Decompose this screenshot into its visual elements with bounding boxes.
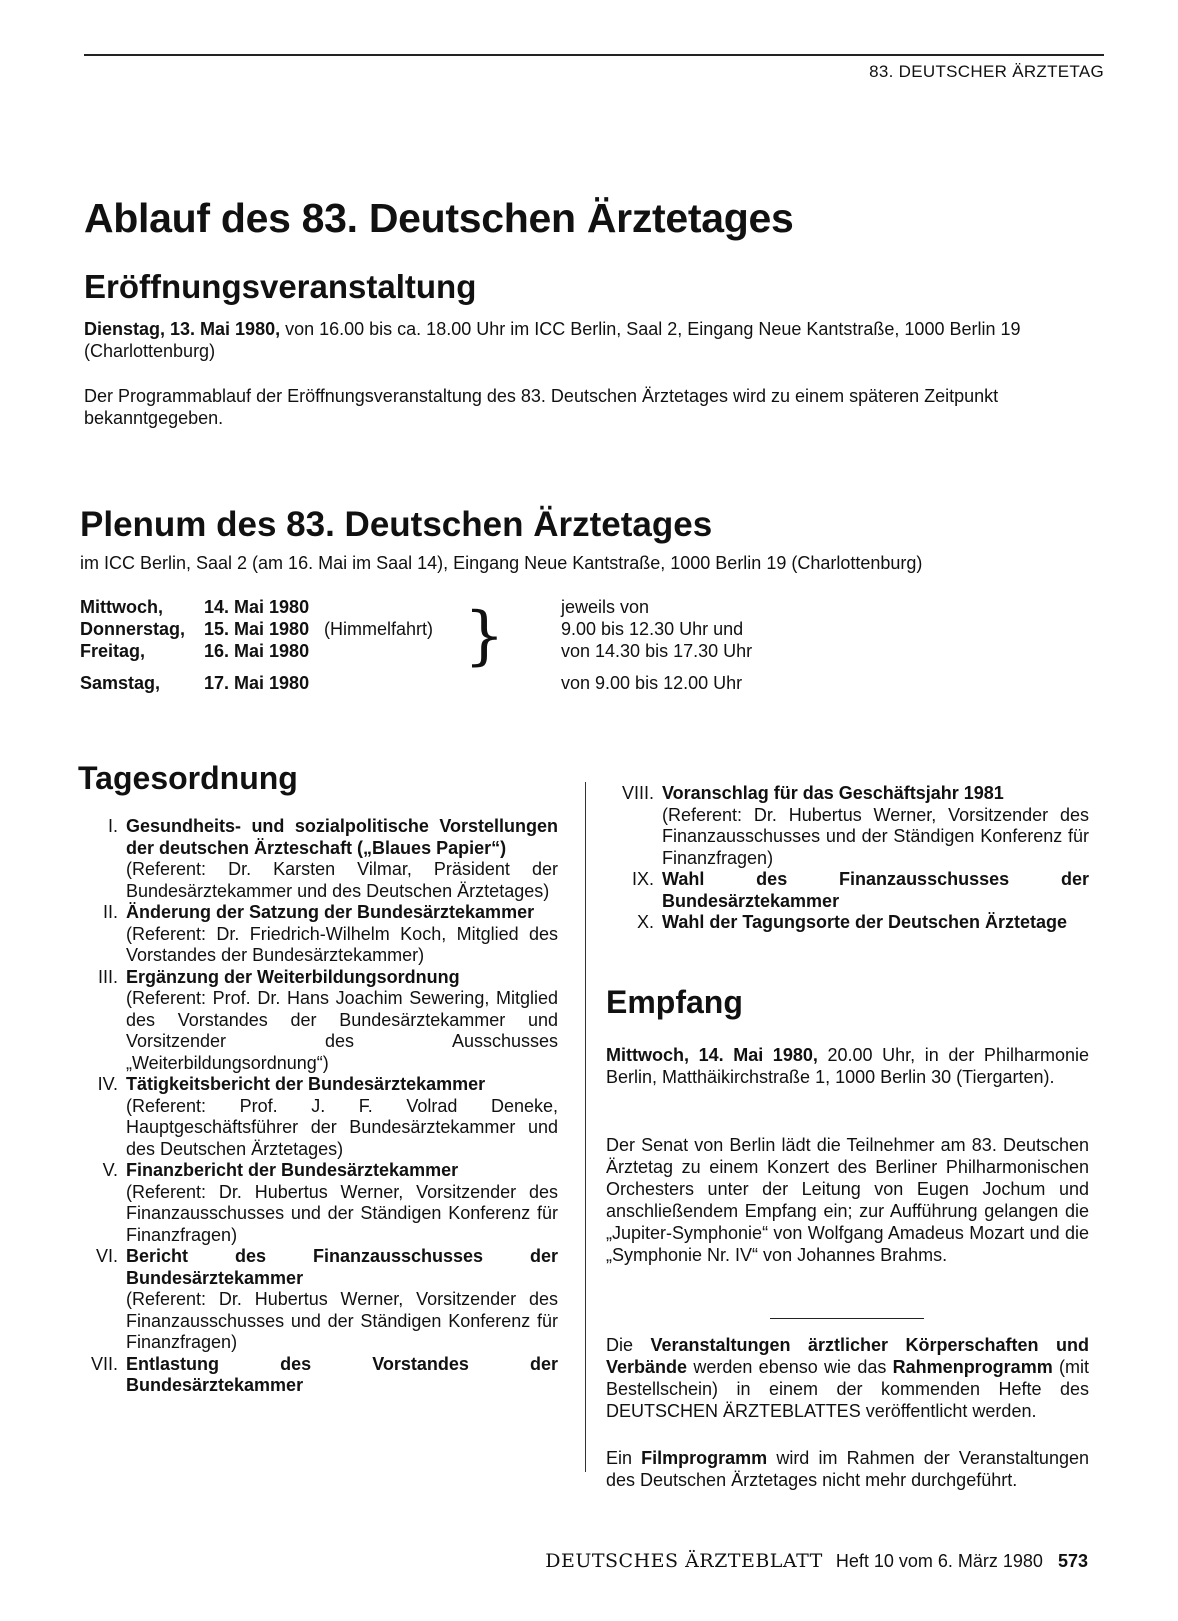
agenda-item-number: II. xyxy=(102,902,118,922)
agenda-item xyxy=(606,912,1089,934)
note-emphasis: Veranstaltungen ärztlicher Körperschaften und Verbände xyxy=(606,1335,1089,1377)
note-text: (mit Bestellschein) in einem der kommenden Hefte des DEUTSCHEN ÄRZTEBLATTES veröffentlicht werden. xyxy=(606,1357,1089,1421)
agenda-list-right xyxy=(606,783,1089,934)
schedule-times: 9.00 bis 12.30 Uhr und xyxy=(561,619,744,639)
reception-date-paragraph xyxy=(606,1044,1089,1088)
agenda-item-topic: Gesundheits- und sozialpolitische Vorstellungen der deutschen Ärzteschaft („Blaues Papier“) xyxy=(126,816,558,858)
main-title: Ablauf des 83. Deutschen Ärztetages xyxy=(84,195,794,241)
agenda-item-detail: (Referent: Dr. Hubertus Werner, Vorsitzender des Finanzausschusses und der Ständigen Konferenz für Finanzfragen) xyxy=(662,804,1089,868)
agenda-heading: Tagesordnung xyxy=(78,760,298,796)
agenda-item-detail: (Referent: Dr. Karsten Vilmar, Präsident der Bundesärztekammer und des Deutschen Ärztetages) xyxy=(126,859,558,901)
note-emphasis: Rahmenprogramm xyxy=(892,1357,1053,1377)
agenda-item xyxy=(78,902,558,967)
footer xyxy=(545,1550,1088,1572)
agenda-item xyxy=(78,816,558,902)
agenda-item-detail: (Referent: Dr. Friedrich-Wilhelm Koch, Mitglied des Vorstandes der Bundesärztekammer) xyxy=(126,923,558,965)
events-note xyxy=(606,1334,1089,1422)
agenda-item-topic: Wahl der Tagungsorte der Deutschen Ärztetage xyxy=(662,912,1068,932)
agenda-item-topic: Wahl des Finanzausschusses der Bundesärztekammer xyxy=(662,869,1089,911)
agenda-item-number: X. xyxy=(636,912,654,932)
schedule-times: jeweils von xyxy=(561,597,650,617)
agenda-item-detail: (Referent: Dr. Hubertus Werner, Vorsitzender des Finanzausschusses und der Ständigen Konferenz für Finanzfragen) xyxy=(126,1289,558,1352)
agenda-item xyxy=(78,1160,558,1246)
agenda-list-left xyxy=(78,816,558,1397)
column-divider xyxy=(585,782,586,1472)
agenda-item-topic: Bericht des Finanzausschusses der Bundesärztekammer xyxy=(126,1246,558,1288)
schedule-day: Freitag, xyxy=(80,641,146,661)
agenda-item-topic: Finanzbericht der Bundesärztekammer xyxy=(126,1160,459,1180)
agenda-item-number: VI. xyxy=(95,1246,118,1266)
top-rule xyxy=(84,54,1104,56)
schedule-note: (Himmelfahrt) xyxy=(324,619,434,639)
agenda-item xyxy=(606,783,1089,869)
agenda-item-number: IV. xyxy=(97,1074,118,1094)
section-rule xyxy=(770,1318,924,1319)
schedule-brace: } xyxy=(464,599,505,673)
reception-date-details: 20.00 Uhr, in der Philharmonie Berlin, Matthäikirchstraße 1, 1000 Berlin 30 (Tiergarten). xyxy=(606,1045,1089,1087)
agenda-item-topic: Ergänzung der Weiterbildungsordnung xyxy=(126,966,460,987)
note-text: Die xyxy=(606,1335,651,1355)
opening-date-paragraph xyxy=(84,318,1104,362)
agenda-item-number: III. xyxy=(97,966,118,987)
schedule-date: 15. Mai 1980 xyxy=(204,619,310,639)
schedule-times: von 9.00 bis 12.00 Uhr xyxy=(561,673,743,693)
note-text: Ein xyxy=(606,1448,642,1468)
schedule-date: 16. Mai 1980 xyxy=(204,641,310,661)
agenda-item-number: IX. xyxy=(631,869,654,889)
agenda-item-detail: (Referent: Prof. J. F. Volrad Deneke, Hauptgeschäftsführer der Bundesärztekammer und des Deutschen Ärztetages) xyxy=(126,1095,558,1159)
footer-journal: DEUTSCHES ÄRZTEBLATT xyxy=(545,1550,823,1572)
agenda-item-detail: (Referent: Prof. Dr. Hans Joachim Sewering, Mitglied des Vorstandes der Bundesärztekammer und Vorsitzender des Ausschusses „Weiterbildungsordnung“) xyxy=(126,988,558,1073)
agenda-item-number: I. xyxy=(107,816,118,836)
opening-date: Dienstag, 13. Mai 1980, xyxy=(84,319,281,339)
schedule-date: 17. Mai 1980 xyxy=(204,673,310,693)
schedule-date: 14. Mai 1980 xyxy=(204,597,310,617)
film-note xyxy=(606,1447,1089,1491)
reception-date: Mittwoch, 14. Mai 1980, xyxy=(606,1045,818,1065)
running-head: 83. DEUTSCHER ÄRZTETAG xyxy=(869,62,1104,81)
schedule-day: Donnerstag, xyxy=(80,619,186,639)
note-emphasis: Filmprogramm xyxy=(641,1448,768,1468)
page-number: 573 xyxy=(1057,1551,1088,1571)
agenda-item-number: V. xyxy=(102,1160,118,1180)
note-text: wird im Rahmen der Veranstaltungen des Deutschen Ärztetages nicht mehr durchgeführt. xyxy=(606,1448,1089,1490)
reception-text: Der Senat von Berlin lädt die Teilnehmer am 83. Deutschen Ärztetag zu einem Konzert des Berliner Philharmonischen Orchesters unter der Leitung von Eugen Jochum und anschließendem Empfang ein; zur Aufführung gelangen die „Jupiter-Symphonie“ von Wolfgang Amadeus Mozart und die „Symphonie Nr. IV“ von Johannes Brahms. xyxy=(606,1135,1089,1265)
agenda-item xyxy=(78,967,558,1075)
plenum-location: im ICC Berlin, Saal 2 (am 16. Mai im Saal 14), Eingang Neue Kantstraße, 1000 Berlin 19 (Charlottenburg) xyxy=(80,553,923,573)
agenda-item xyxy=(606,869,1089,912)
agenda-item-number: VIII. xyxy=(621,783,654,803)
schedule-day: Mittwoch, xyxy=(80,597,163,617)
agenda-item-number: VII. xyxy=(90,1353,118,1374)
footer-issue: Heft 10 vom 6. März 1980 xyxy=(835,1551,1043,1571)
schedule-times: von 14.30 bis 17.30 Uhr xyxy=(561,641,753,661)
plenum-heading: Plenum des 83. Deutschen Ärztetages xyxy=(80,505,713,544)
note-text: werden ebenso wie das xyxy=(687,1357,893,1377)
schedule-day: Samstag, xyxy=(80,673,161,693)
agenda-item-detail: (Referent: Dr. Hubertus Werner, Vorsitzender des Finanzausschusses und der Ständigen Konferenz für Finanzfragen) xyxy=(126,1181,558,1245)
opening-date-details: von 16.00 bis ca. 18.00 Uhr im ICC Berlin, Saal 2, Eingang Neue Kantstraße, 1000 Berlin 19 (Charlottenburg) xyxy=(84,319,1021,361)
opening-heading: Eröffnungsveranstaltung xyxy=(84,268,477,305)
agenda-item-topic: Änderung der Satzung der Bundesärztekammer xyxy=(126,902,535,922)
agenda-item-topic: Tätigkeitsbericht der Bundesärztekammer xyxy=(126,1074,486,1094)
agenda-item-topic: Entlastung des Vorstandes der Bundesärztekammer xyxy=(126,1353,558,1395)
agenda-item-topic: Voranschlag für das Geschäftsjahr 1981 xyxy=(662,783,1004,803)
opening-note: Der Programmablauf der Eröffnungsveranstaltung des 83. Deutschen Ärztetages wird zu einem späteren Zeitpunkt bekanntgegeben. xyxy=(84,386,999,428)
agenda-item xyxy=(78,1246,558,1354)
agenda-item xyxy=(78,1354,558,1397)
agenda-item xyxy=(78,1074,558,1160)
reception-heading: Empfang xyxy=(606,984,743,1020)
